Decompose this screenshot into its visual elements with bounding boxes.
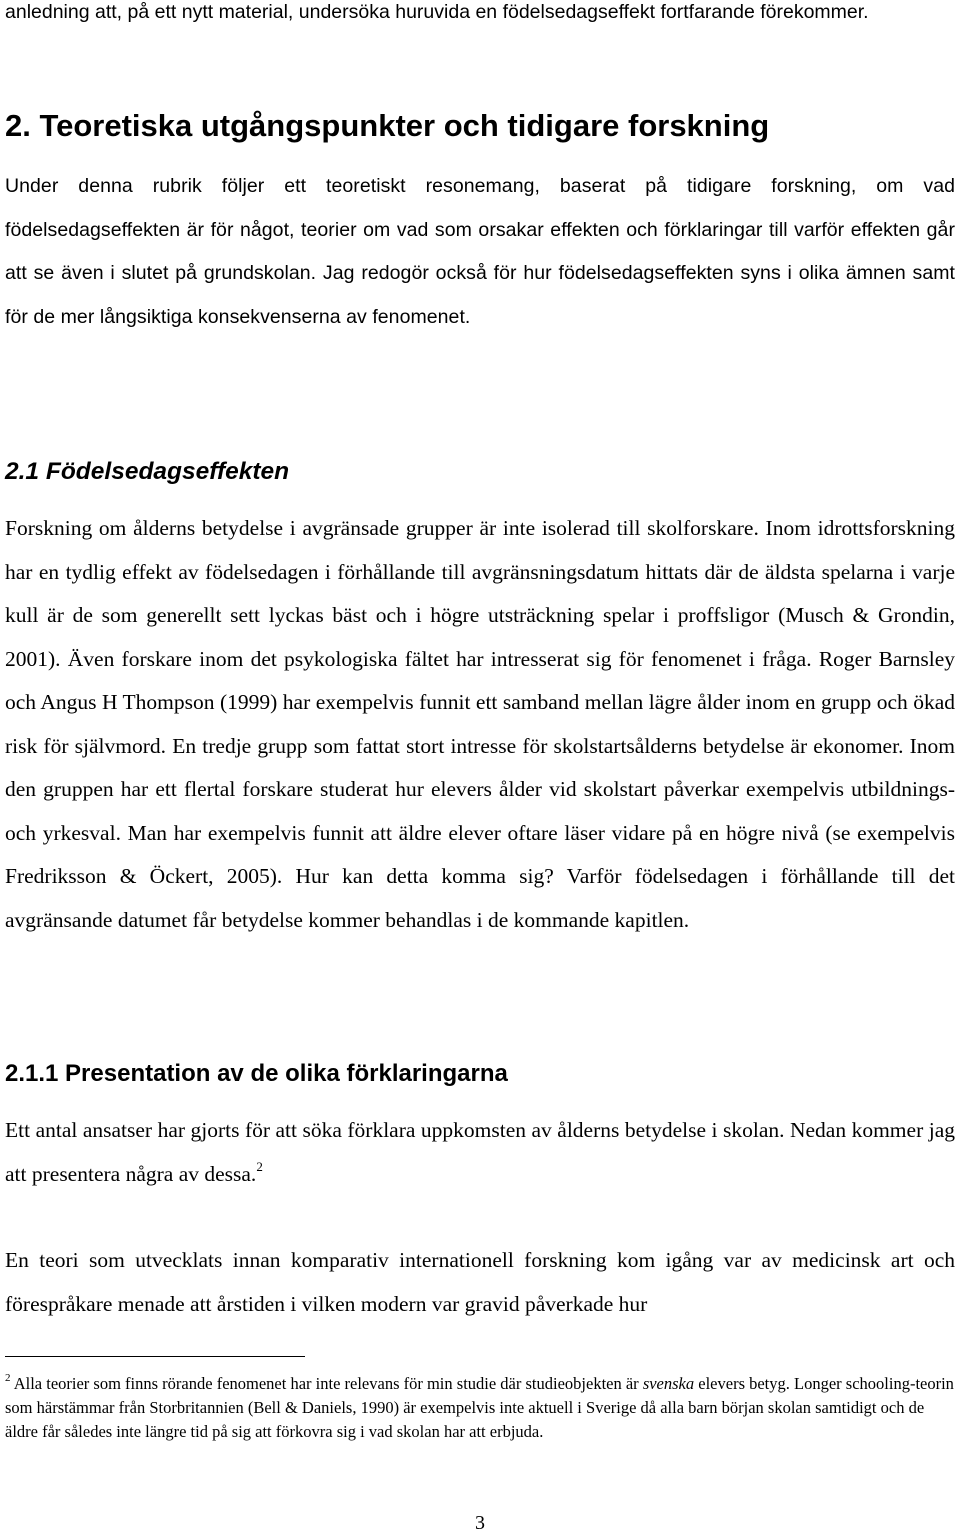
footnote-separator: [5, 1356, 305, 1357]
footnote-text-a: Alla teorier som finns rörande fenomenet har inte relevans för min studie där studieobjekten är: [13, 1374, 643, 1393]
section-2-1-1-heading: 2.1.1 Presentation av de olika förklaringarna: [5, 1060, 508, 1087]
footnote-text-b: elevers betyg. Longer schooling-teorin som härstämmar från Storbritannien (Bell & Daniels, 1990) är exempelvis inte aktuell i Sverige då alla barn början skolan samtidigt och de äldre får således inte längre tid på sig att förkovra sig i vad skolan har att erbjuda.: [5, 1374, 954, 1441]
section-2-heading: 2. Teoretiska utgångspunkter och tidigare forskning: [5, 108, 770, 143]
section-2-paragraph: Under denna rubrik följer ett teoretiskt resonemang, baserat på tidigare forskning, om vad födelsedagseffekten är för något, teorier om vad som orsakar effekten och förklaringar till varför effekten går att se även i slutet på grundskolan. Jag redogör också för hur födelsedagseffekten syns i olika ämnen samt för de mer långsiktiga konsekvenserna av fenomenet.: [5, 175, 955, 328]
section-2-1-paragraph: Forskning om ålderns betydelse i avgränsade grupper är inte isolerad till skolforskare. Inom idrottsforskning har en tydlig effekt av födelsedagen i förhållande till avgränsningsdatum hittats där de äldsta spelarna i varje kull är de som generellt sett lyckas bäst och i högre utsträckning spelar i proffsligor (Musch & Grondin, 2001). Även forskare inom det psykologiska fältet har intresserat sig för fenomenet i fråga. Roger Barnsley och Angus H Thompson (1999) har exempelvis funnit ett samband mellan lägre ålder inom en grupp och ökad risk för självmord. En tredje grupp som fattat stort intresse för skolstartsålderns betydelse är ekonomer. Inom den gruppen har ett flertal forskare studerat hur elevers ålder vid skolstart påverkar exempelvis utbildnings- och yrkesval. Man har exempelvis funnit att äldre elever oftare läser vidare på en högre nivå (se exempelvis Fredriksson & Öckert, 2005). Hur kan detta komma sig? Varför födelsedagen i förhållande till det avgränsande datumet får betydelse kommer behandlas i de kommande kapitlen.: [5, 516, 955, 932]
footnote-number: 2: [5, 1372, 11, 1384]
section-2-1-1-paragraph: [5, 1109, 955, 1196]
intro-paragraph-tail: anledning att, på ett nytt material, undersöka huruvida en födelsedagseffekt fortfarande förekommer.: [5, 1, 869, 23]
footnote-reference: 2: [256, 1158, 263, 1174]
footnote: [5, 1372, 955, 1444]
section-2-1-1-paragraph-2: En teori som utvecklats innan komparativ internationell forskning kom igång var av medicinsk art och förespråkare menade att årstiden i vilken modern var gravid påverkade hur: [5, 1248, 955, 1316]
page-number: 3: [475, 1512, 485, 1534]
section-2-1-heading: 2.1 Födelsedagseffekten: [5, 458, 290, 485]
section-2-1-1-paragraph-text: Ett antal ansatser har gjorts för att söka förklara uppkomsten av ålderns betydelse i skolan. Nedan kommer jag att presentera några av dessa.: [5, 1118, 955, 1186]
footnote-emphasis: svenska: [642, 1374, 695, 1393]
